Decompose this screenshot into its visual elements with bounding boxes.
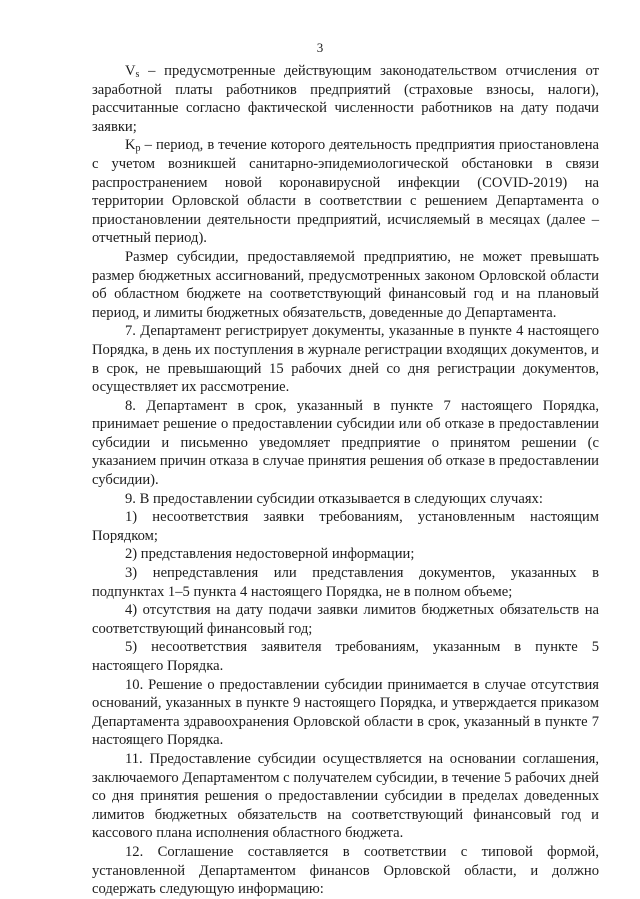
clause-10: 10. Решение о предоставлении субсидии принимается в случае отсутствия оснований, указанных в пункте 9 настоящего Порядка, и утверждается приказом Департамента здравоохранения Орловской области в срок, указанный в пункте 7 настоящего Порядка.: [92, 676, 599, 749]
definition-text: – период, в течение которого деятельность предприятия приостановлена с учетом возникшей санитарно-эпидемиологической обстановки в связи распространением новой коронавирусной инфекции (COVID-2019) на территории Орловской области в соответствии с решением Департамента о приостановлении деятельности предприятий, исчисляемый в месяцах (далее – отчетный период).: [92, 137, 599, 247]
page-number: 3: [316, 40, 324, 55]
variable-subscript: s: [135, 69, 140, 80]
clause-9-item-2: 2) представления недостоверной информации;: [125, 546, 415, 563]
clause-9-item-4: 4) отсутствия на дату подачи заявки лимитов бюджетных обязательств на соответствующий финансовый год;: [92, 602, 599, 637]
clause-9: 9. В предоставлении субсидии отказывается в следующих случаях:: [125, 490, 543, 507]
clause-12: 12. Соглашение составляется в соответствии с типовой формой, установленной Департаментом финансов Орловской области, и должно содержать следующую информацию:: [92, 843, 599, 898]
variable-symbol: V: [125, 63, 136, 79]
definition-text: – предусмотренные действующим законодательством отчисления от заработной платы работников предприятий (страховые взносы, налоги), рассчитанные согласно фактической численности работников на дату подачи заявки;: [92, 63, 599, 135]
clause-9-item-1: 1) несоответствия заявки требованиям, установленным настоящим Порядком;: [92, 509, 599, 544]
clause-11: 11. Предоставление субсидии осуществляется на основании соглашения, заключаемого Департаментом с получателем субсидии, в течение 5 рабочих дней со дня принятия решения о предоставлении субсидии в пределах доведенных лимитов бюджетных обязательств на соответствующий финансовый год и кассового плана исполнения областного бюджета.: [92, 750, 599, 842]
variable-subscript: p: [135, 143, 141, 155]
variable-symbol: K: [125, 137, 136, 154]
definition-vs: [92, 62, 599, 136]
clause-9-item-3: 3) непредставления или представления документов, указанных в подпунктах 1–5 пункта 4 настоящего Порядка, не в полном объеме;: [92, 565, 599, 600]
clause-7: 7. Департамент регистрирует документы, указанные в пункте 4 настоящего Порядка, в день их поступления в журнале регистрации входящих документов, и в срок, не превышающий 15 рабочих дней со дня регистрации документов, осуществляет их рассмотрение.: [92, 323, 599, 396]
document-body: [92, 62, 599, 899]
clause-8: 8. Департамент в срок, указанный в пункте 7 настоящего Порядка, принимает решение о предоставлении субсидии или об отказе в предоставлении субсидии и письменно уведомляет предприятие о принятом решении (с указанием причин отказа в случае принятия решения об отказе в предоставлении субсидии).: [92, 397, 599, 489]
definition-kp: [92, 136, 599, 248]
clause-9-item-5: 5) несоответствия заявителя требованиям, указанным в пункте 5 настоящего Порядка.: [92, 639, 599, 674]
subsidy-limit-paragraph: Размер субсидии, предоставляемой предприятию, не может превышать размер бюджетных ассигнований, предусмотренных законом Орловской области об областном бюджете на соответствующий финансовый год и на плановый период, и лимиты бюджетных обязательств, доведенные до Департамента.: [92, 248, 599, 321]
